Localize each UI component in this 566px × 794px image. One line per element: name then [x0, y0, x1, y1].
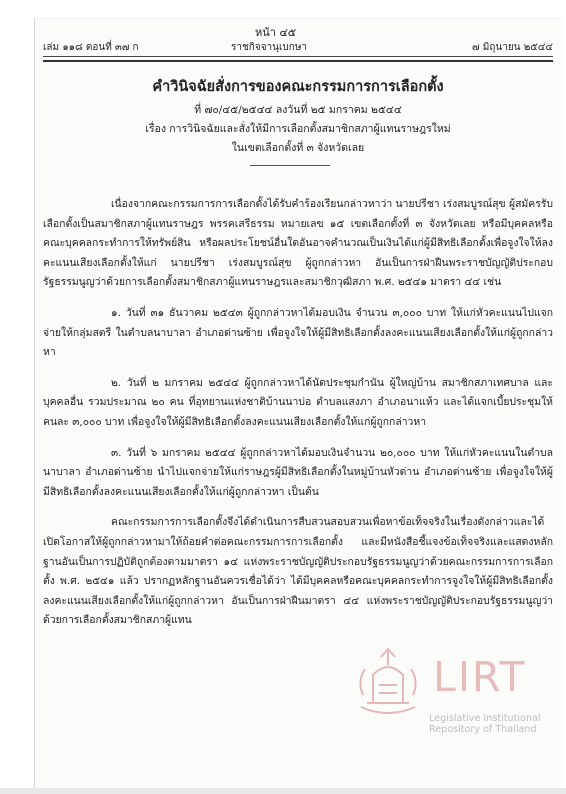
document-page — [34, 18, 561, 789]
parliament-seal-icon — [353, 645, 423, 719]
page-number: หน้า ๔๕ — [255, 26, 297, 39]
page-shadow — [0, 788, 566, 794]
subject-line-2: ในเขตเลือกตั้งที่ ๓ จังหวัดเลย — [231, 142, 365, 154]
volume-issue: เล่ม ๑๑๘ ตอนที่ ๓๗ ก — [43, 42, 139, 53]
document-body — [43, 195, 553, 642]
lirt-logo: LIRT — [433, 653, 527, 701]
paragraph-item-3: ๓. วันที่ ๖ มกราคม ๒๕๔๔ ผู้ถูกกล่าวหาได้มอบเงินจำนวน ๒๐,๐๐๐ บาท ให้แก่หัวคะแนนในตำบลนาบาลา อำเภอด่านซ้าย นำไปแจกจ่ายให้แก่ราษฎรผู้มีสิทธิเลือกตั้งในหมู่บ้านหัวด่าน อำเภอด่านซ้าย เพื่อจูงใจให้ผู้มีสิทธิเลือกตั้งลงคะแนนเสียงเลือกตั้งให้แก่ผู้ถูกกล่าวหา เป็นต้น — [43, 446, 553, 498]
paragraph-intro: เนื่องจากคณะกรรมการการเลือกตั้งได้รับคำร้องเรียนกล่าวหาว่า นายปรีชา เร่งสมบูรณ์สุข ผู้สมัครรับเลือกตั้งเป็นสมาชิกสภาผู้แทนราษฎร พรรคเสรีธรรม หมายเลข ๑๕ เขตเลือกตั้งที่ ๓ จังหวัดเลย หรือมีบุคคลหรือคณะบุคคลกระทำการให้ทรัพย์สิน หรือผลประโยชน์อื่นใดอันอาจคำนวณเป็นเงินได้แก่ผู้มีสิทธิเลือกตั้งเพื่อจูงใจให้ลงคะแนนเสียงเลือกตั้งให้แก่ นายปรีชา เร่งสมบูรณ์สุข ผู้ถูกกล่าวหา อันเป็นการฝ่าฝืนพระราชบัญญัติประกอบรัฐธรรมนูญว่าด้วยการเลือกตั้งสมาชิกสภาผู้แทนราษฎรและสมาชิกวุฒิสภา พ.ศ. ๒๕๔๑ มาตรา ๔๔ เช่น — [43, 198, 553, 289]
header-divider-thick — [43, 60, 553, 62]
paragraph-findings: คณะกรรมการการเลือกตั้งจึงได้ดำเนินการสืบสวนสอบสวนเพื่อหาข้อเท็จจริงในเรื่องดังกล่าวและได้เปิดโอกาสให้ผู้ถูกกล่าวหามาให้ถ้อยคำต่อคณะกรรมการการเลือกตั้ง และมีหนังสือชี้แจงข้อเท็จจริงและแสดงหลักฐานอันเป็นการปฏิบัติถูกต้องตามมาตรา ๑๔ แห่งพระราชบัญญัติประกอบรัฐธรรมนูญว่าด้วยคณะกรรมการการเลือกตั้ง พ.ศ. ๒๕๔๑ แล้ว ปรากฏหลักฐานอันควรเชื่อได้ว่า ได้มีบุคคลหรือคณะบุคคลกระทำการจูงใจให้ผู้มีสิทธิเลือกตั้งลงคะแนนเสียงเลือกตั้งให้แก่ผู้ถูกกล่าวหา อันเป็นการฝ่าฝืนมาตรา ๔๔ แห่งพระราชบัญญัติประกอบรัฐธรรมนูญว่าด้วยการเลือกตั้งสมาชิกสภาผู้แทน — [43, 516, 553, 627]
paragraph-item-2: ๒. วันที่ ๒ มกราคม ๒๕๔๔ ผู้ถูกกล่าวหาได้นัดประชุมกำนัน ผู้ใหญ่บ้าน สมาชิกสภาเทศบาล และบุคคลอื่น รวมประมาณ ๒๐ คน ที่อุทยานแห่งชาติบ้านนาบ่อ ตำบลแสงภา อำเภอนาแห้ว และได้แจกเบี้ยประชุมให้คนละ ๓,๐๐๐ บาท เพื่อจูงใจให้ผู้มีสิทธิเลือกตั้งลงคะแนนเสียงเลือกตั้งให้แก่ผู้ถูกกล่าวหา — [43, 376, 553, 428]
document-title: คำวินิจฉัยสั่งการของคณะกรรมการการเลือกตั้ง — [152, 78, 444, 95]
title-divider — [250, 165, 330, 166]
paragraph-item-1: ๑. วันที่ ๓๑ ธันวาคม ๒๕๔๓ ผู้ถูกกล่าวหาได้มอบเงิน จำนวน ๓,๐๐๐ บาท ให้แก่หัวคะแนนไปแจกจ่ายให้กลุ่มสตรี ในตำบลนาบาลา อำเภอด่านซ้าย เพื่อจูงใจให้ผู้มีสิทธิเลือกตั้งลงคะแนนเสียงเลือกตั้งให้แก่ผู้ถูกกล่าวหา — [43, 306, 553, 359]
order-number: ที่ ๗๐/๔๕/๒๕๔๔ ลงวันที่ ๒๕ มกราคม ๒๕๔๔ — [194, 104, 402, 116]
gazette-name: ราชกิจจานุเบกษา — [231, 42, 308, 53]
subject-line: เรื่อง การวินิจฉัยและสั่งให้มีการเลือกตั้งสมาชิกสภาผู้แทนราษฎรใหม่ — [145, 123, 451, 135]
header-divider — [43, 56, 553, 57]
publication-date: ๗ มิถุนายน ๒๕๔๔ — [472, 42, 553, 53]
lirt-caption: Legislative Institutional Repository of Thailand — [429, 713, 541, 735]
